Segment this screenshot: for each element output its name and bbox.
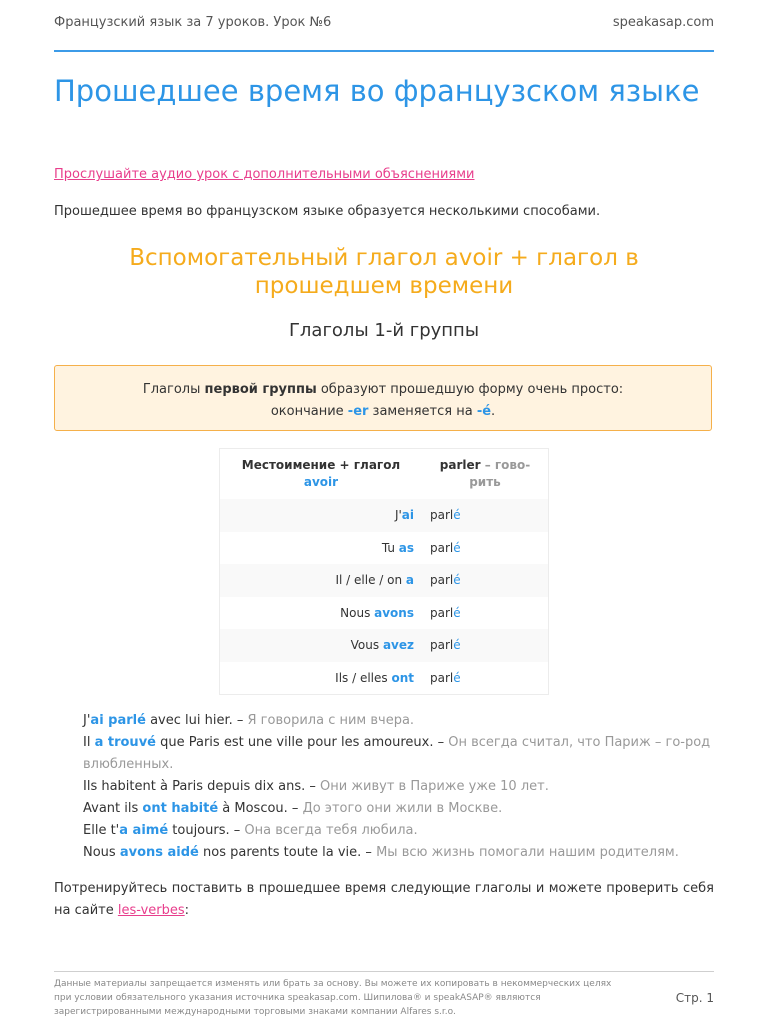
example-translation: Он всегда считал, что Париж – го-род влюбленных. [83,735,711,772]
verb-ending: é [453,605,461,620]
audio-lesson-link[interactable]: Прослушайте аудио урок с дополнительными объяснениями [54,167,475,182]
notice-text: образуют прошедшую форму очень просто: [316,382,624,397]
pronoun: Vous [350,638,383,653]
example-text: à Moscou. – [218,801,303,816]
example-text: Nous [83,845,120,860]
example-verb: a aimé [119,823,169,838]
header-pronoun-verb [220,449,423,500]
example-text: toujours. – [168,823,245,838]
verb-ending: é [453,670,461,685]
notice-text: заменяется на [368,404,477,419]
auxiliary-verb: avons [374,605,414,620]
example-translation: Она всегда тебя любила. [244,823,418,838]
example-line [83,820,723,842]
example-line [83,710,723,732]
verb-ending: é [453,508,461,523]
example-verb: ai parlé [90,713,146,728]
table-row [220,597,549,630]
example-line [83,732,723,776]
footer-copyright: Данные материалы запрещается изменять или брать за основу. Вы можете их копировать в некоммерческих целях при условии обязательного указания источника speakasap.com. Шипилова® и speakASAP® являются зарегистрированными международными торговыми знаками компании Alfares s.r.o. [54,979,612,1017]
verb-cell [422,662,549,695]
example-translation: До этого они жили в Москве. [302,801,503,816]
conjugation-table [219,448,549,695]
example-verb: avons aidé [119,845,199,860]
verb-stem: parl [430,638,454,653]
example-text: Ils habitent à Paris depuis dix ans. – [83,779,320,794]
header-col1-line1: Местоимение + глагол [241,458,401,472]
pronoun: Tu [381,540,399,555]
pronoun-cell [220,532,423,565]
pronoun: Il / elle / on [335,573,406,588]
header-site-name: speakasap.com [612,15,714,30]
verb-cell [422,532,549,565]
example-verb: a trouvé [94,735,156,750]
header-divider [54,50,714,52]
header-col2-line1 [428,457,542,474]
table-header-row [220,449,549,500]
pronoun-cell [220,597,423,630]
page-number: Стр. 1 [675,991,714,1005]
example-text: nos parents toute la vie. – [198,845,377,860]
intro-text: Прошедшее время во французском языке образуется несколькими способами. [54,204,601,219]
notice-ending-e: -é [476,404,492,419]
notice-ending-er: -er [347,404,369,419]
auxiliary-verb: a [405,573,414,588]
verb-ending: é [453,540,461,555]
notice-line-2 [55,401,711,423]
rule-notice-box [54,365,712,431]
verb-stem: parl [430,508,454,523]
pronoun-cell [220,499,423,532]
example-line [83,798,723,820]
verb-stem: parl [430,605,454,620]
verb-stem: parl [430,573,454,588]
verb-cell [422,597,549,630]
pronoun: Nous [340,605,375,620]
example-text: J' [83,713,91,728]
example-text: Il [83,735,95,750]
table-row [220,564,549,597]
footer-divider [54,971,714,972]
example-translation: Они живут в Париже уже 10 лет. [320,779,549,794]
practice-colon: : [184,903,190,918]
auxiliary-verb: avez [382,638,414,653]
notice-text: Глаголы [142,382,205,397]
notice-bold: первой группы [204,382,317,397]
verb-cell [422,564,549,597]
notice-text: . [491,404,496,419]
practice-paragraph [54,878,714,922]
table-row [220,662,549,695]
example-text: Avant ils [83,801,143,816]
subsection-title: Глаголы 1-й группы [288,320,480,341]
verb-cell [422,499,549,532]
example-translation: Мы всю жизнь помогали нашим родителям. [376,845,679,860]
example-verb: ont habité [142,801,219,816]
les-verbes-link[interactable]: les-verbes [117,903,185,918]
header-dash: – [480,458,495,472]
table-row [220,532,549,565]
auxiliary-verb: ai [401,508,414,523]
notice-line-1 [55,379,711,401]
pronoun: J' [394,508,402,523]
practice-text: Потренируйтесь поставить в прошедшее время следующие глаголы и можете проверить себя на сайте [54,881,714,918]
example-translation: Я говорила с ним вчера. [247,713,415,728]
example-text: Elle t' [83,823,120,838]
header-translation-part2: рить [469,475,501,489]
notice-text: окончание [270,404,348,419]
header-translation-part1: гово- [494,458,531,472]
example-text: que Paris est une ville pour les amoureux. – [155,735,449,750]
verb-stem: parl [430,670,454,685]
verb-stem: parl [430,540,454,555]
verb-cell [422,629,549,662]
pronoun-cell [220,662,423,695]
example-line [83,776,723,798]
verb-ending: é [453,638,461,653]
auxiliary-verb: as [398,540,414,555]
header-parler [422,449,549,500]
pronoun: Ils / elles [335,670,392,685]
header-course-title: Французский язык за 7 уроков. Урок №6 [54,15,332,30]
example-sentences [83,710,723,864]
auxiliary-verb: ont [391,670,414,685]
header-parler-word: parler [439,458,481,472]
pronoun-cell [220,629,423,662]
pronoun-cell [220,564,423,597]
section-title: Вспомогательный глагол avoir + глагол в прошедшем времени [129,245,639,299]
example-text: avec lui hier. – [145,713,248,728]
page-title: Прошедшее время во французском языке [54,74,700,108]
verb-ending: é [453,573,461,588]
table-row [220,629,549,662]
example-line [83,842,723,864]
table-row [220,499,549,532]
header-col1-avoir: avoir [303,475,339,489]
